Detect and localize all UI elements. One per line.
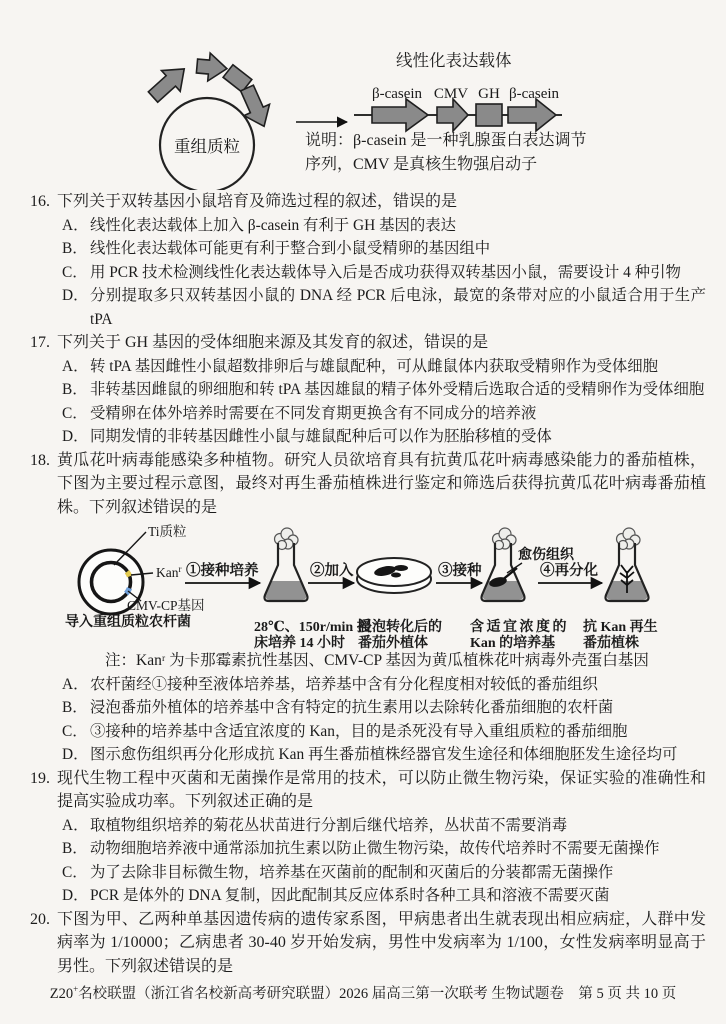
step1-label: ①接种培养 [186,563,259,579]
question-16-option-a: A． 线性化表达载体上加入 β-casein 有利于 GH 基因的表达 [62,216,457,234]
kan-gene-marker [127,572,130,577]
segment-label-beta-casein-2: β-casein [508,86,560,102]
vector-note-line2: 序列，CMV 是真核生物强启动子 [305,155,538,173]
question-19-option-b: B． 动物细胞培养液中通常添加抗生素以防止微生物污染，故传代培养时不需要无菌操作 [62,840,660,857]
page-footer [0,982,726,1003]
transformation-process-svg [48,515,708,653]
question-17-option-c: C． 受精卵在体外培养时需要在不同发育期更换含有不同成分的培养液 [62,404,537,422]
question-19-option-c: C． 为了去除非目标微生物，培养基在灭菌前的配制和灭菌后的分装都需无菌操作 [62,863,614,881]
question-20-stem: 下图为甲、乙两种单基因遗传病的遗传家系图，甲病患者出生就表现出相应病症，人群中发病率为 1/10000；乙病患者 30-40 岁开始发病，男性中发病率为 1/100，女性发病率明显高于男性。下列叙述错误的是 [57,910,706,975]
question-18-option-d: D． 图示愈伤组织再分化形成抗 Kan 再生番茄植株经器官发生途径和体细胞胚发生途径均可 [62,746,678,763]
kan-gene-label: Kan$^r$ [156,564,182,580]
question-17-option-a: A． 转 tPA 基因雌性小鼠超数排卵后与雄鼠配种，可从雌鼠体内获取受精卵作为受体细胞 [62,357,659,375]
cmvcp-gene-label: CMV-CP基因 [127,598,205,613]
question-17-option-d: D． 同期发情的非转基因雌性小鼠与雄鼠配种后可以作为胚胎移植的受体 [62,428,552,445]
ti-plasmid-label: Ti质粒 [148,524,187,539]
callus-label: 愈伤组织 [518,548,574,563]
plasmid-label: 重组质粒 [174,137,240,156]
flask2-caption-line2: Kan 的培养基 [470,636,556,651]
question-18-option-b: B． 浸泡番茄外植体的培养基中含有特定的抗生素用以去除转化番茄细胞的农杆菌 [62,699,614,716]
transformation-process-diagram [48,515,706,649]
question-16-option-c: C． 用 PCR 技术检测线性化表达载体导入后是否成功获得双转基因小鼠，需要设计 4 种引物 [62,263,681,281]
question-area [30,190,706,978]
flask1-caption-line1: 28℃、150r/min 摇 [254,620,371,635]
vector-title: 线性化表达载体 [396,51,512,70]
question-17-stem: 下列关于 GH 基因的受体细胞来源及其发育的叙述，错误的是 [57,334,489,351]
step2-label: ②加入 [310,563,354,579]
segment-label-cmv: CMV [433,86,469,102]
footer-brand-sup: + [73,984,79,995]
flask3-caption-line1: 抗 Kan 再生 [583,620,658,635]
question-17-option-b: B． 非转基因雌鼠的卵细胞和转 tPA 基因雄鼠的精子体外受精后选取合适的受精卵作为受体细胞 [62,381,705,398]
question-16-number: 16. [30,193,50,210]
question-20 [30,908,706,979]
question-17-number: 17. [30,334,50,351]
question-19-stem: 现代生物工程中灭菌和无菌操作是常用的技术，可以防止微生物污染，保证实验的准确性和提高实验成功率。下列叙述正确的是 [57,769,706,810]
vector-note-line1: 说明：β-casein 是一种乳腺蛋白表达调节 [305,132,587,149]
question-16-option-b: B． 线性化表达载体可能更有利于整合到小鼠受精卵的基因组中 [62,240,491,257]
dish-caption-line2: 番茄外植体 [358,636,428,651]
step4-label: ④再分化 [540,563,598,579]
question-18-option-c: C． ③接种的培养基中含适宜浓度的 Kan，目的是杀死没有导入重组质粒的番茄细胞 [62,722,628,740]
step3-label: ③接种 [438,563,482,579]
question-19-option-d: D． PCR 是体外的 DNA 复制，因此配制其反应体系时各种工具和溶液不需要灭菌 [62,887,610,904]
question-16 [30,190,706,331]
question-16-option-d: D． 分别提取多只双转基因小鼠的 DNA 经 PCR 后电泳，最宽的条带对应的小鼠适合用于生产 tPA [62,287,706,328]
flask3-caption-line2: 番茄植株 [583,636,639,651]
question-19 [30,767,706,908]
question-19-option-a: A． 取植物组织培养的菊花丛状苗进行分割后继代培养，丛状苗不需要消毒 [62,816,568,834]
question-18-number: 18. [30,451,50,469]
question-16-stem: 下列关于双转基因小鼠培育及筛选过程的叙述，错误的是 [57,193,458,210]
question-18-note: 注：Kanʳ 为卡那霉素抗性基因、CMV-CP 基因为黄瓜植株花叶病毒外壳蛋白基因 [105,652,649,669]
dish-caption-line1: 浸泡转化后的 [358,620,442,635]
segment-label-gh: GH [478,86,500,102]
question-18-option-a: A． 农杆菌经①接种至液体培养基，培养基中含有分化程度相对较低的番茄组织 [62,675,598,693]
plantlet-flask-icon [606,528,649,601]
petri-dish-icon [357,558,431,593]
question-20-number: 20. [30,910,50,928]
callus-flask-icon [482,528,525,601]
question-17 [30,331,706,449]
plasmid-vector-diagram [0,0,726,190]
agrobacterium-caption: 导入重组质粒农杆菌 [65,615,191,630]
segment-label-beta-casein-1: β-casein [371,86,423,102]
flask2-caption-line1: 含适宜浓度的 [470,620,569,635]
footer-text: 名校联盟（浙江省名校新高考研究联盟）2026 届高三第一次联考 生物试题卷 第 5 页 共 10 页 [78,986,677,1002]
question-19-number: 19. [30,769,50,787]
vector-segment-icons [372,99,556,131]
shake-flask-icon [265,528,308,601]
question-18 [30,449,706,767]
vector-note [305,129,586,176]
plasmid-gene-arrows-icon [144,52,277,132]
footer-brand: Z20 [49,986,74,1002]
question-18-stem: 黄瓜花叶病毒能感染多种植物。研究人员欲培育具有抗黄瓜花叶病毒感染能力的番茄植株，下图为主要过程示意图，最终对再生番茄植株进行鉴定和筛选后获得抗黄瓜花叶病毒番茄植株。下列叙述错误的是 [57,451,706,516]
flask1-caption-line2: 床培养 14 小时 [254,636,345,651]
